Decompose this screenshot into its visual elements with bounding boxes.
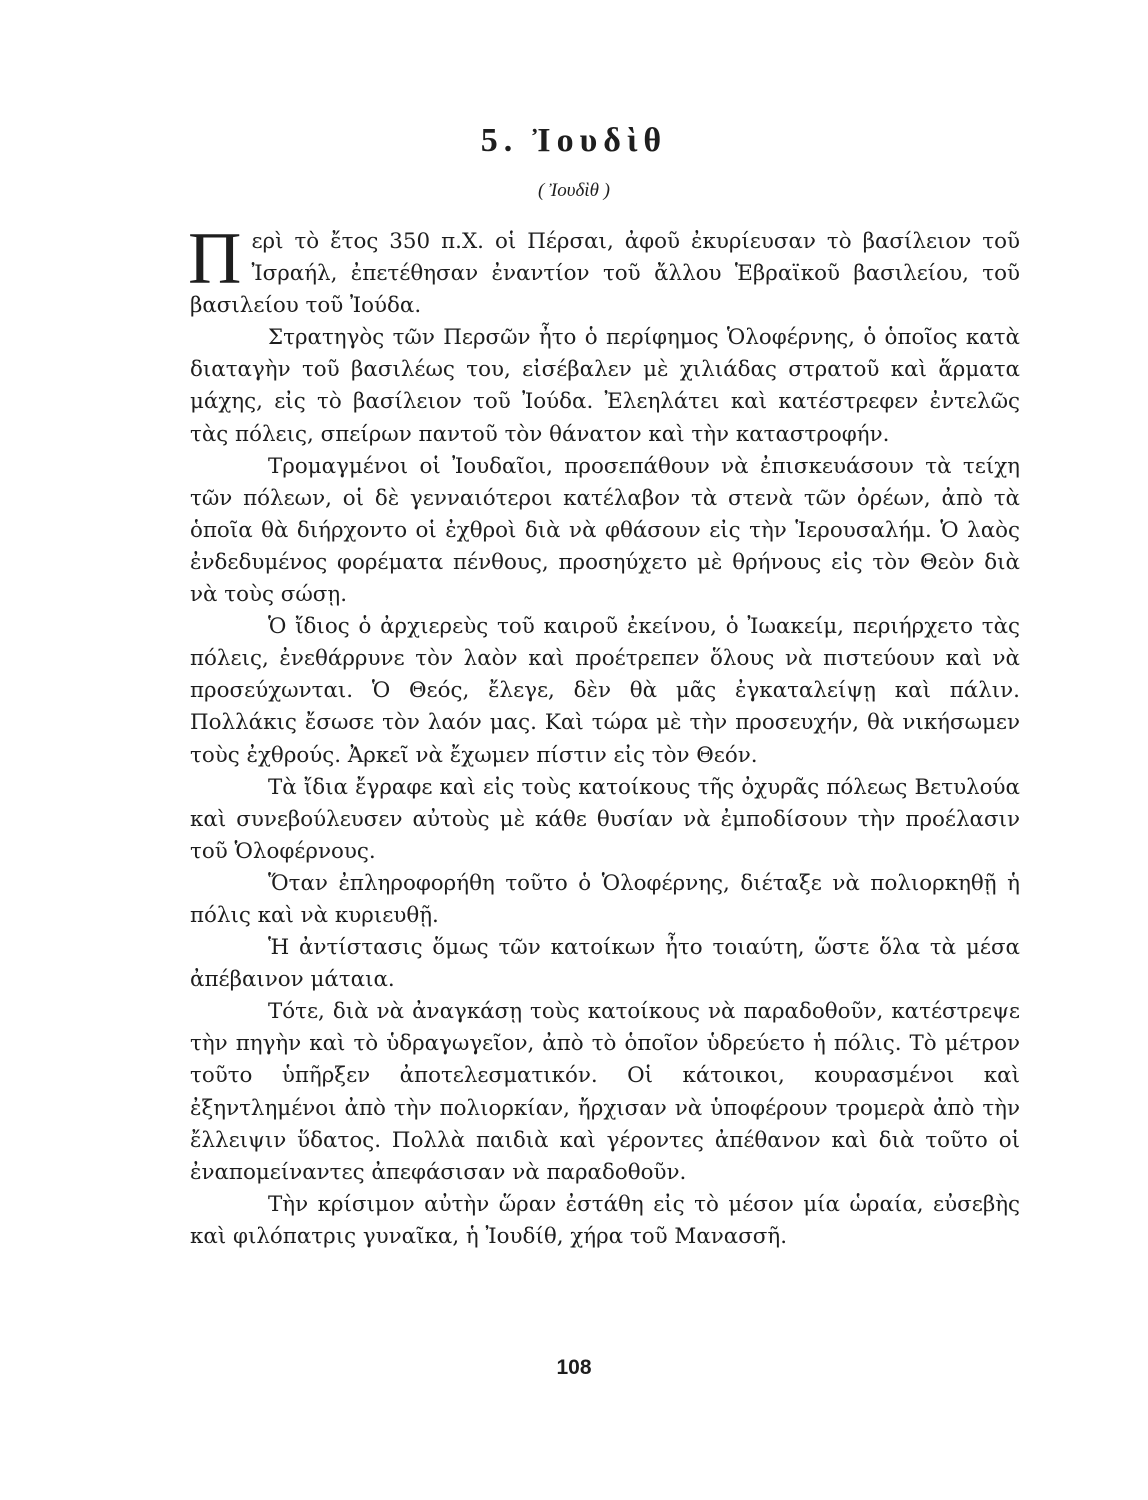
body-text <box>188 218 1020 1253</box>
paragraph-4: Ὁ ἴδιος ὁ ἀρχιερεὺς τοῦ καιροῦ ἐκείνου, ὁ Ἰωακείμ, περιήρχετο τὰς πόλεις, ἐνεθάρρυνε τὸν λαὸν καὶ προέτρεπεν ὅλους νὰ πιστεύουν καὶ νὰ προσεύχωνται. Ὁ Θεός, ἔλεγε, δὲν θὰ μᾶς ἐγκαταλείψῃ καὶ πάλιν. Πολλάκις ἔσωσε τὸν λαόν μας. Καὶ τώρα μὲ τὴν προσευχήν, θὰ νικήσωμεν τοὺς ἐχθρούς. Ἀρκεῖ νὰ ἔχωμεν πίστιν εἰς τὸν Θεόν. <box>190 614 1020 768</box>
chapter-subtitle: ( Ἰουδὶθ ) <box>537 180 610 201</box>
paragraph-2: Στρατηγὸς τῶν Περσῶν ἦτο ὁ περίφημος Ὁλοφέρνης, ὁ ὁποῖος κατὰ διαταγὴν τοῦ βασιλέως του, εἰσέβαλεν μὲ χιλιάδας στρατοῦ καὶ ἅρματα μάχης, εἰς τὸ βασίλειον τοῦ Ἰούδα. Ἐλεηλάτει καὶ κατέστρεφεν ἐντελῶς τὰς πόλεις, σπείρων παντοῦ τὸν θάνατον καὶ τὴν καταστροφήν. <box>190 325 1020 447</box>
paragraph-6: Ὅταν ἐπληροφορήθη τοῦτο ὁ Ὁλοφέρνης, διέταξε νὰ πολιορκηθῇ ἡ πόλις καὶ νὰ κυριευθῇ. <box>190 870 1020 928</box>
drop-cap: Π <box>188 218 242 300</box>
paragraph-3: Τρομαγμένοι οἱ Ἰουδαῖοι, προσεπάθουν νὰ ἐπισκευάσουν τὰ τείχη τῶν πόλεων, οἱ δὲ γενναιότεροι κατέλαβον τὰ στενὰ τῶν ὀρέων, ἀπὸ τὰ ὁποῖα θὰ διήρχοντο οἱ ἐχθροὶ διὰ νὰ φθάσουν εἰς τὴν Ἱερουσαλήμ. Ὁ λαὸς ἐνδεδυμένος φορέματα πένθους, προσηύχετο μὲ θρήνους εἰς τὸν Θεὸν διὰ νὰ τοὺς σώσῃ. <box>190 453 1020 608</box>
paragraph-5: Τὰ ἴδια ἔγραφε καὶ εἰς τοὺς κατοίκους τῆς ὀχυρᾶς πόλεως Βετυλούα καὶ συνεβούλευσεν αὐτοὺς μὲ κάθε θυσίαν νὰ ἐμποδίσουν τὴν προέλασιν τοῦ Ὁλοφέρνους. <box>190 774 1020 864</box>
chapter-title: 5. Ἰουδὶθ <box>480 122 668 159</box>
paragraph-7: Ἡ ἀντίστασις ὅμως τῶν κατοίκων ἦτο τοιαύτη, ὥστε ὅλα τὰ μέσα ἀπέβαινον μάταια. <box>190 935 1020 993</box>
paragraph-9: Τὴν κρίσιμον αὐτὴν ὥραν ἐστάθη εἰς τὸ μέσον μία ὡραία, εὐσεβὴς καὶ φιλόπατρις γυναῖκα, ἡ Ἰουδίθ, χήρα τοῦ Μανασσῆ. <box>190 1191 1020 1249</box>
paragraph-1 <box>188 218 1020 322</box>
page-number: 108 <box>556 1356 592 1379</box>
paragraph-8: Τότε, διὰ νὰ ἀναγκάσῃ τοὺς κατοίκους νὰ παραδοθοῦν, κατέστρεψε τὴν πηγὴν καὶ τὸ ὑδραγωγεῖον, ἀπὸ τὸ ὁποῖον ὑδρεύετο ἡ πόλις. Τὸ μέτρον τοῦτο ὑπῆρξεν ἀποτελεσματικόν. Οἱ κάτοικοι, κουρασμένοι καὶ ἐξηντλημένοι ἀπὸ τὴν πολιορκίαν, ἤρχισαν νὰ ὑποφέρουν τρομερὰ ἀπὸ τὴν ἔλλειψιν ὕδατος. Πολλὰ παιδιὰ καὶ γέροντες ἀπέθανον καὶ διὰ τοῦτο οἱ ἐναπομείναντες ἀπεφάσισαν νὰ παραδοθοῦν. <box>190 999 1020 1185</box>
paragraph-1-text: ερὶ τὸ ἔτος 350 π.Χ. οἱ Πέρσαι, ἀφοῦ ἐκυρίευσαν τὸ βασίλειον τοῦ Ἰσραήλ, ἐπετέθησαν ἐναντίον τοῦ ἄλλου Ἑβραϊκοῦ βασιλείου, τοῦ βασιλείου τοῦ Ἰούδα. <box>190 229 1020 319</box>
